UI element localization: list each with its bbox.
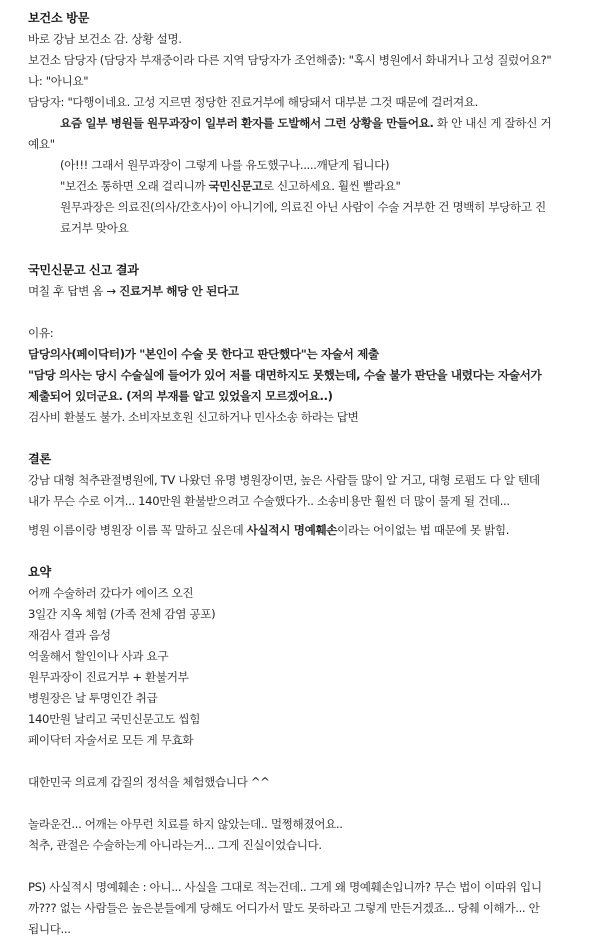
paragraph-line: 예요": [28, 137, 55, 151]
paragraph-line: 바로 강남 보건소 감. 상황 설명.: [28, 32, 182, 46]
emphasis-text: 요즘 일부 병원들 원무과장이 일부러 환자를 도발해서 그런 상황을 만들어요.: [60, 116, 434, 130]
section-heading-summary: 요약: [28, 565, 51, 579]
list-item: 페이닥터 자술서로 모든 게 무효화: [28, 733, 194, 747]
paragraph-line: 대한민국 의료계 갑질의 정석을 체험했습니다 ^^: [28, 775, 270, 789]
text-run: 며칠 후 답변 옴 →: [28, 284, 120, 298]
paragraph-line: 검사비 환불도 불가. 소비자보호원 신고하거나 민사소송 하라는 답변: [28, 410, 359, 424]
paragraph-line: 강남 대형 척추관절병원에, TV 나왔던 유명 병원장이면, 높은 사람들 많이 알 거고, 대형 로펌도 다 알 텐데: [28, 473, 540, 487]
paragraph-line: 제출되어 있더군요. (저의 부재를 알고 있었을지 모르겠어요..): [28, 389, 333, 403]
paragraph-line: 척추, 관절은 수술하는게 아니라는거... 그게 진실이었습니다.: [28, 838, 322, 852]
paragraph-line: [28, 520, 600, 541]
paragraph-line: 내가 무슨 수로 이겨... 140만원 환불받으려고 수술했다가.. 소송비용만 훨씬 더 많이 물게 될 건데...: [28, 494, 510, 508]
paragraph-line: [28, 176, 600, 197]
emphasis-text: 사실적시 명예훼손: [246, 523, 338, 537]
paragraph-line: 보건소 담당자 (담당자 부재중이라 다른 지역 담당자가 조언해줌): "혹시 병원에서 화내거나 고성 질렀어요?": [28, 53, 552, 67]
text-run: 이라는 어이없는 법 때문에 못 밝힘.: [337, 523, 510, 537]
paragraph-line: "담당 의사는 당시 수술실에 들어가 있어 저를 대면하지도 못했는데, 수술 불가 판단을 내렸다는 자술서가: [28, 368, 542, 382]
list-item: 재검사 결과 음성: [28, 628, 111, 642]
paragraph-line: 나: "아니요": [28, 74, 89, 88]
text-run: 화 안 내신 게 잘하신 거: [433, 116, 552, 130]
paragraph-line: 놀라운건... 어깨는 아무런 치료를 하지 않았는데.. 멀쩡해졌어요..: [28, 817, 343, 831]
summary-list: [28, 583, 600, 751]
ps-line: PS) 사실적시 명예훼손 : 아니... 사실을 그대로 적는건데.. 그게 왜 명예훼손입니까? 무슨 법이 이따위 입니: [28, 880, 542, 894]
emphasis-text: 진료거부 해당 안 된다고: [119, 284, 239, 298]
ps-line: 까??? 없는 사람들은 높은분들에게 당해도 어디가서 말도 못하라고 그렇게 만든거겠죠... 당췌 이해가... 안: [28, 901, 540, 915]
paragraph-line: [28, 281, 600, 302]
list-item: 140만원 날리고 국민신문고도 씹힘: [28, 712, 201, 726]
paragraph-line: 이유:: [28, 326, 54, 340]
paragraph-line: 담당자: "다행이네요. 고성 지르면 정당한 진료거부에 해당돼서 대부분 그것 때문에 걸러져요.: [28, 95, 478, 109]
list-item: 3일간 지옥 체험 (가족 전체 감염 공포): [28, 607, 216, 621]
list-item: 억울해서 할인이나 사과 요구: [28, 649, 169, 663]
list-item: 병원장은 날 투명인간 취급: [28, 691, 158, 705]
list-item: 원무과장이 진료거부 + 환불거부: [28, 670, 189, 684]
paragraph-line: (아!!! 그래서 원무과장이 그렇게 나를 유도했구나.....깨닫게 됩니다): [60, 158, 390, 172]
section-heading-report-result: 국민신문고 신고 결과: [28, 263, 139, 277]
paragraph-line: 원무과장은 의료진(의사/간호사)이 아니기에, 의료진 아닌 사람이 수술 거부한 건 명백히 부당하고 진: [60, 200, 546, 214]
paragraph-line: 담당의사(페이닥터)가 "본인이 수술 못 한다고 판단했다"는 자술서 제출: [28, 347, 379, 361]
text-run: 로 신고하세요. 훨씬 빨라요": [262, 179, 401, 193]
text-run: 병원 이름이랑 병원장 이름 꼭 말하고 싶은데: [28, 523, 247, 537]
paragraph-line: [28, 113, 600, 134]
emphasis-text: 국민신문고: [208, 179, 263, 193]
paragraph-line: 료거부 맞아요: [60, 221, 129, 235]
ps-line: 됩니다...: [28, 922, 71, 936]
text-run: "보건소 통하면 오래 걸리니까: [60, 179, 209, 193]
list-item: 어깨 수술하러 갔다가 에이즈 오진: [28, 586, 194, 600]
section-heading-health-center: 보건소 방문: [28, 11, 90, 25]
section-heading-conclusion: 결론: [28, 452, 51, 466]
